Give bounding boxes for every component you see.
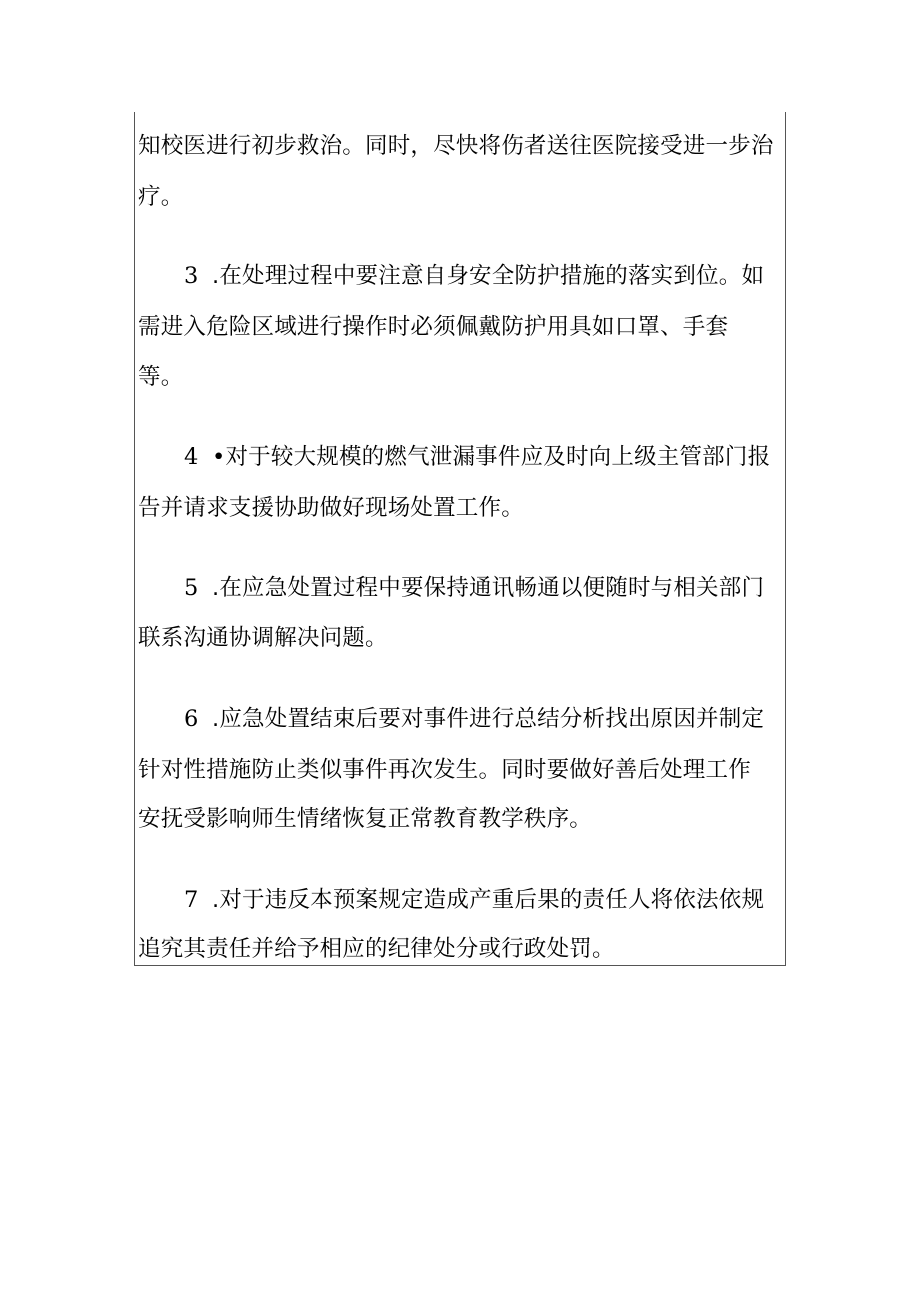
paragraph-line: 联系沟通协调解决问题。 [138,625,388,651]
list-number: 6 [184,706,199,732]
list-text: .在应急处置过程中要保持通讯畅通以便随时与相关部门 [212,575,765,601]
list-number: 3 [184,263,199,289]
paragraph-line: 安抚受影响师生情绪恢复正常教育教学秩序。 [138,806,593,832]
list-item-7-first-line [184,886,764,914]
list-item-6-first-line [184,705,764,733]
paragraph-line: 疗。 [138,184,184,210]
list-item-5-first-line [184,574,764,602]
list-text: .对于违反本预案规定造成产重后果的责任人将依法依规 [212,887,765,913]
list-text: .在处理过程中要注意自身安全防护措施的落实到位。如 [212,263,765,289]
list-number: 5 [184,575,199,601]
paragraph-line: 告并请求支援协助做好现场处置工作。 [138,495,524,521]
paragraph-line: 需进入危险区域进行操作时必须佩戴防护用具如口罩、手套 [138,314,729,340]
paragraph-line: 追究其责任并给予相应的纪律处分或行政处罚。 [138,936,615,962]
list-item-3-first-line [184,262,764,290]
table-cell-border [134,112,786,966]
list-item-4-first-line [184,443,770,471]
paragraph-line: 针对性措施防止类似事件再次发生。同时要做好善后处理工作 [138,757,751,783]
list-number: 4 [184,444,199,470]
paragraph-line: 等。 [138,364,184,390]
list-text: •对于较大规模的燃气泄漏事件应及时向上级主管部门报 [212,444,771,470]
list-text: .应急处置结束后要对事件进行总结分析找出原因并制定 [212,706,765,732]
list-number: 7 [184,887,199,913]
paragraph-line: 知校医进行初步救治。同时，尽快将伤者送往医院接受进一步治 [138,133,774,159]
